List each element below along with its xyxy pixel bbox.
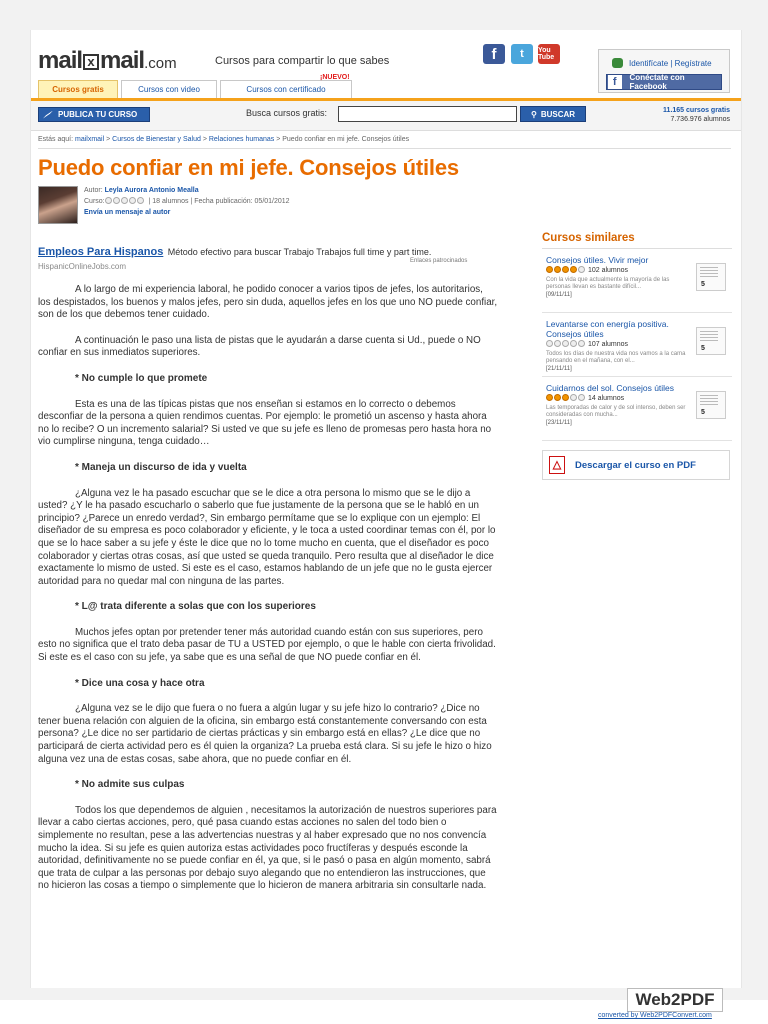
course-title-link[interactable]: Levantarse con energía positiva. Consejos útiles: [546, 319, 669, 339]
sponsored-links-label[interactable]: Enlaces patrocinados: [410, 258, 468, 264]
author-link[interactable]: Leyla Aurora Antonio Mealla: [104, 187, 199, 194]
section-heading: * No cumple lo que promete: [75, 372, 208, 384]
web2pdf-logo[interactable]: Web2PDF: [627, 988, 723, 1012]
tab-cursos-gratis[interactable]: Cursos gratis: [38, 80, 118, 98]
ad-title-link[interactable]: Empleos Para Hispanos: [38, 246, 164, 258]
tab-cursos-video[interactable]: Cursos con video: [121, 80, 217, 98]
rating-stars: [546, 266, 586, 275]
course-tabs: [38, 80, 355, 98]
section-heading: * Dice una cosa y hace otra: [75, 677, 205, 689]
pencil-icon: [43, 111, 53, 119]
course-description: Con la vida que actualmente la mayoría de las personas llevan es bastante difícil...: [546, 277, 670, 290]
pdf-icon: △: [549, 456, 565, 474]
section-heading: * L@ trata diferente a solas que con los superiores: [75, 601, 316, 613]
course-date: [21/11/11]: [546, 366, 572, 372]
breadcrumb-subcategory[interactable]: Relaciones humanas: [208, 136, 275, 143]
course-date: [09/11/11]: [546, 292, 572, 298]
course-count: 11.165 cursos gratis 7.736.976 alumnos: [663, 107, 730, 123]
paragraph: Todos los que dependemos de alguien , necesitamos la autorización de nuestros superiores para llevar a cabo ciertas acciones, pero, qué pasa cuando estas acciones no salen del todo bien o simplemente no resultan, pese a las advertencias nuestras y al haber expresado que no nos convencía mucho la idea. Si su jefe es quien autoriza estas actividades poco fructíferas y después esconde la autoridad, definitivamente no se puede confiar en él, ya que, si le pasó o pasa en algún momento, sabrá que trata de culpar a las personas por debajo suyo alegando que no entendieron las instrucciones, que no hicieron las cosas a tiempo o simplemente que lo hicieron de manera arbitraria sin consultarle nada.: [38, 804, 497, 892]
web2pdf-link[interactable]: converted by Web2PDFConvert.com: [598, 1012, 712, 1019]
rating-stars: [546, 340, 586, 349]
users-icon: [612, 58, 623, 68]
author-avatar[interactable]: [38, 186, 78, 224]
paragraph: A continuación le paso una lista de pistas que le ayudarán a darse cuenta si Ud., puede o NO confiar en sus inmediatos superiores.: [38, 334, 481, 359]
similar-course-item[interactable]: [542, 377, 732, 441]
course-title-link[interactable]: Consejos útiles. Vivir mejor: [546, 255, 649, 265]
message-author-line: [84, 209, 170, 216]
message-author-link[interactable]: Envía un mensaje al autor: [84, 209, 171, 216]
divider: [38, 148, 731, 149]
five-minute-badge-icon: 5: [696, 327, 726, 355]
search-button[interactable]: ⚲ BUSCAR: [520, 106, 586, 122]
breadcrumb-home[interactable]: mailxmail: [74, 136, 105, 143]
course-rating: 107 alumnos: [546, 340, 732, 349]
five-minute-badge-icon: 5: [696, 263, 726, 291]
facebook-icon: f: [608, 75, 622, 89]
publish-course-button[interactable]: PUBLICA TU CURSO: [38, 107, 150, 122]
page-title: Puedo confiar en mi jefe. Consejos útiles: [38, 155, 459, 180]
section-heading: * Maneja un discurso de ida y vuelta: [75, 461, 247, 473]
sidebar-title: Cursos similares: [542, 232, 732, 249]
site-tagline: Cursos para compartir lo que sabes: [215, 55, 390, 67]
facebook-connect-button[interactable]: f Conéctate con Facebook: [606, 74, 722, 90]
course-rating: 102 alumnos: [546, 266, 732, 275]
ad-url[interactable]: HispanicOnlineJobs.com: [38, 262, 127, 271]
new-badge: ¡NUEVO!: [320, 74, 350, 81]
paragraph: ¿Alguna vez se le dijo que fuera o no fuera a algún lugar y su jefe hizo lo contrario? ¿Dice no tener buena relación con alguien de la oficina, sin embargo está constantemente conversando con esta persona? ¿Le dice no ser partidario de ciertas prácticas y sin embargo está en ellas? ¿Le dice que no participará de cierta actividad pero es él quien la organiza? La prueba está clara. Si su jefe le hizo o hizo alguna vez una de estas cosas, sabe ahora, que no puede confiar en él.: [38, 703, 492, 765]
five-minute-badge-icon: 5: [696, 391, 726, 419]
course-date: [23/11/11]: [546, 420, 572, 426]
breadcrumb-current: Puedo confiar en mi jefe. Consejos útiles: [282, 136, 410, 143]
course-title-link[interactable]: Cuidarnos del sol. Consejos útiles: [546, 383, 675, 393]
download-pdf-label: Descargar el curso en PDF: [575, 459, 696, 471]
course-description: Las temporadas de calor y de sol intenso, deben ser consideradas con mucha...: [546, 405, 686, 418]
similar-course-item[interactable]: [542, 249, 732, 313]
site-logo[interactable]: mail x mail.com: [38, 47, 177, 74]
section-heading: * No admite sus culpas: [75, 779, 185, 791]
rating-stars: [105, 197, 145, 206]
search-label: Busca cursos gratis:: [246, 108, 328, 118]
paragraph: A lo largo de mi experiencia laboral, he podido conocer a varios tipos de jefes, los autoritarios, los despistados, los buenos y malos jefes, pero sin duda, aquellos jefes en los que uno NO puede confiar, son de los que debemos tener cuidado.: [38, 284, 498, 321]
search-input[interactable]: [338, 106, 517, 122]
article-body: [38, 284, 498, 906]
tab-cursos-certificado[interactable]: Cursos con certificado: [220, 80, 352, 98]
search-icon: ⚲: [530, 109, 537, 119]
ad-description: Método efectivo para buscar Trabajo Trabajos full time y part time.: [167, 247, 432, 257]
breadcrumb: Estás aquí: mailxmail > Cursos de Bienestar y Salud > Relaciones humanas > Puedo confiar en mi jefe. Consejos útiles: [38, 136, 410, 143]
facebook-icon[interactable]: f: [483, 44, 505, 64]
course-description: Todos los días de nuestra vida nos vamos a la cama pensando en el mañana, con el...: [546, 351, 686, 364]
author-line: Autor: Leyla Aurora Antonio Mealla: [84, 187, 199, 194]
rating-stars: [546, 394, 586, 403]
similar-course-item[interactable]: [542, 313, 732, 377]
course-info-line: Curso: | 18 alumnos | Fecha publicación: 05/01/2012: [84, 198, 290, 205]
paragraph: ¿Alguna vez le ha pasado escuchar que se le dice a otra persona lo mismo que se le dijo a usted? ¿Y le ha pasado escucharlo o saberlo que fue justamente de la persona que se le habló en un principio? ¿Parece un enredo verdad?, Sin embargo permítame que se lo explique con un ejemplo: El diseñador de su empresa es poco colaborador y eficiente, y le toca a usted coordinar temas con él, por lo que se lo hace saber a su jefe y éste le dice que no lo tome mucho en cuenta, que el diseñador es poco colaborador y ciertas otras cosas, así que usted se queda tranquilo. Pero resulta que al diseñador le dice exactamente lo mismo de usted. Si este es el caso, estamos hablando de un jefe que no le gusta ejercer autoridad para no quedar mal con ninguna de las partes.: [38, 487, 496, 587]
twitter-icon[interactable]: t: [511, 44, 533, 64]
breadcrumb-category[interactable]: Cursos de Bienestar y Salud: [112, 136, 201, 143]
course-rating: 14 alumnos: [546, 394, 732, 403]
login-register-link[interactable]: Identifícate | Regístrate: [612, 58, 712, 68]
youtube-icon[interactable]: You Tube: [538, 44, 560, 64]
download-pdf-button[interactable]: [542, 450, 730, 480]
paragraph: Esta es una de las típicas pistas que nos enseñan si estamos en lo correcto o debemos desconfiar de la persona a quien rendimos cuentas. Por ejemplo: le prometió un ascenso y hasta ahora no lo recibe? O un incremento salarial? Si usted ve que su jefe es lleno de promesas pero hasta hora no vio cumplirse ninguna, tenga cuidado…: [38, 398, 492, 448]
sponsored-ad: [38, 242, 498, 271]
similar-courses-panel: [542, 232, 732, 441]
paragraph: Muchos jefes optan por pretender tener más autoridad cuando están con sus superiores, pero esto no significa que el trato deba pasar de TU a USTED por ejemplo, o que le hable con cierta frivolidad. Si este es el caso con su jefe, ya sabe que es una señal de que NO puede confiar en él.: [38, 626, 496, 664]
